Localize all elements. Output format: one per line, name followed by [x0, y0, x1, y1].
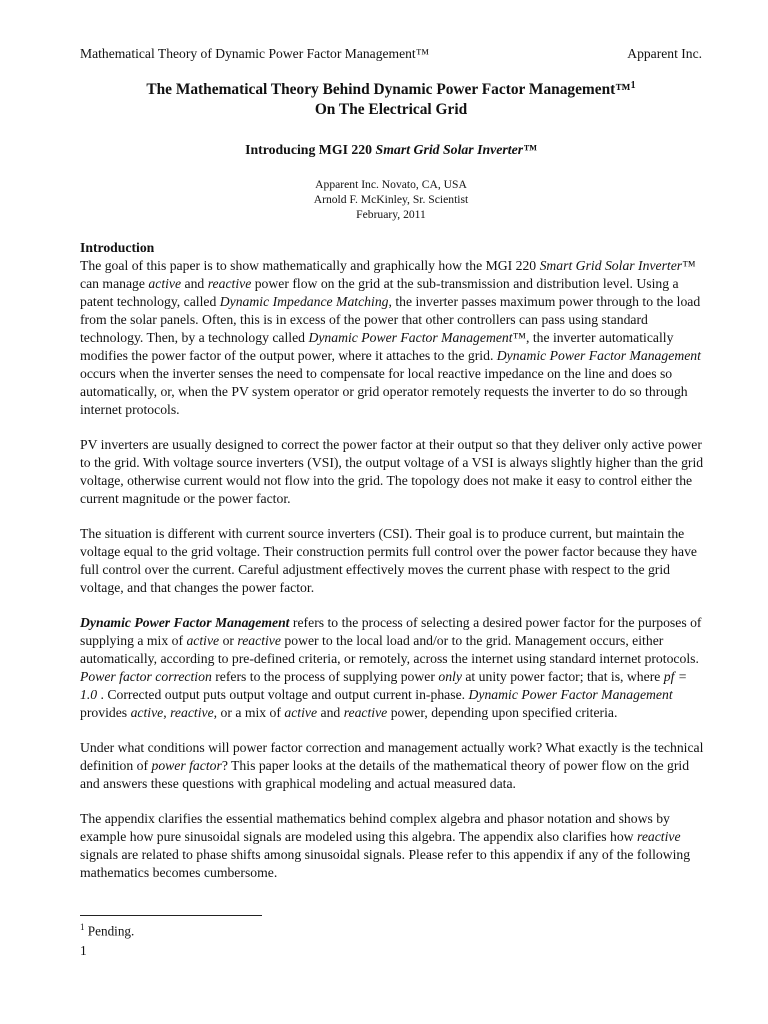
subtitle-product: Smart Grid Solar Inverter™ — [375, 142, 537, 157]
paragraph-1: The goal of this paper is to show mathematically and graphically how the MGI 220 Smart Grid Solar Inverter™ can manage active and reactive power flow on the grid at the sub-transmission and distribution level. Using a patent technology, called Dynamic Impedance Matching, the inverter passes maximum power through to the load from the solar panels. Often, this is in excess of the power that other controllers can pass using standard technology. Then, by a technology called Dynamic Power Factor Management™, the inverter automatically modifies the power factor of the output power, where it attaches to the grid. Dynamic Power Factor Management occurs when the inverter senses the need to compensate for local reactive impedance on the line and does so automatically, or, when the PV system operator or grid operator remotely requests the inverter to do so through internet protocols. — [80, 258, 701, 417]
paragraph-3: The situation is different with current source inverters (CSI). Their goal is to produce current, but maintain the voltage equal to the grid voltage. Their construction permits full control over the power factor because they have full control over the current. Careful adjustment effectively moves the current phase with respect to the grid voltage, and that changes the power factor. — [80, 526, 697, 595]
footnote — [80, 922, 134, 939]
page-number: 1 — [80, 943, 87, 958]
footnote-text: Pending. — [84, 923, 135, 939]
title-footnote-marker: 1 — [630, 79, 636, 91]
header-title: Mathematical Theory of Dynamic Power Factor Management™ — [80, 46, 430, 61]
byline-date: February, 2011 — [356, 208, 426, 221]
paragraph-2: PV inverters are usually designed to correct the power factor at their output so that they deliver only active power to the grid. With voltage source inverters (VSI), the output voltage of a VSI is always slightly higher than the grid voltage, otherwise current would not flow into the grid. The topology does not make it easy to control either the current magnitude or the power factor. — [80, 437, 704, 506]
document-body — [80, 239, 704, 899]
paper-subtitle — [80, 142, 702, 158]
subtitle-prefix: Introducing MGI 220 — [245, 142, 376, 157]
paragraph-5: Under what conditions will power factor correction and management actually work? What exactly is the technical definition of power factor? This paper looks at the details of the mathematical theory of power flow on the grid and answers these questions with graphical modeling and actual measured data. — [80, 740, 704, 791]
paper-title — [80, 80, 702, 120]
paragraph-4: Dynamic Power Factor Management refers to the process of selecting a desired power factor for the purposes of supplying a mix of active or reactive power to the local load and/or to the grid. Management occurs, either automatically, according to pre-defined criteria, or remotely, across the internet using standard internet protocols. Power factor correction refers to the process of supplying power only at unity power factor; that is, where pf = 1.0 . Corrected output puts output voltage and output current in-phase. Dynamic Power Factor Management provides active, reactive, or a mix of active and reactive power, depending upon specified criteria. — [80, 615, 702, 720]
byline-author: Arnold F. McKinley, Sr. Scientist — [313, 193, 469, 206]
header-company: Apparent Inc. — [627, 46, 702, 61]
footnote-marker: 1 — [80, 922, 85, 932]
byline — [80, 177, 702, 222]
power-factor-equation: pf = 1.0 — [80, 669, 688, 702]
byline-organization: Apparent Inc. Novato, CA, USA — [315, 178, 467, 191]
title-line-1: The Mathematical Theory Behind Dynamic Power Factor Management™ — [146, 81, 631, 98]
footnote-separator — [80, 915, 262, 916]
section-heading: Introduction — [80, 240, 155, 255]
title-line-2: On The Electrical Grid — [314, 101, 468, 118]
paragraph-6: The appendix clarifies the essential mathematics behind complex algebra and phasor notation and shows by example how pure sinusoidal signals are modeled using this algebra. The appendix also clarifies how reactive signals are related to phase shifts among sinusoidal signals. Please refer to this appendix if any of the following mathematics becomes cumbersome. — [80, 811, 691, 880]
running-header — [80, 46, 702, 62]
